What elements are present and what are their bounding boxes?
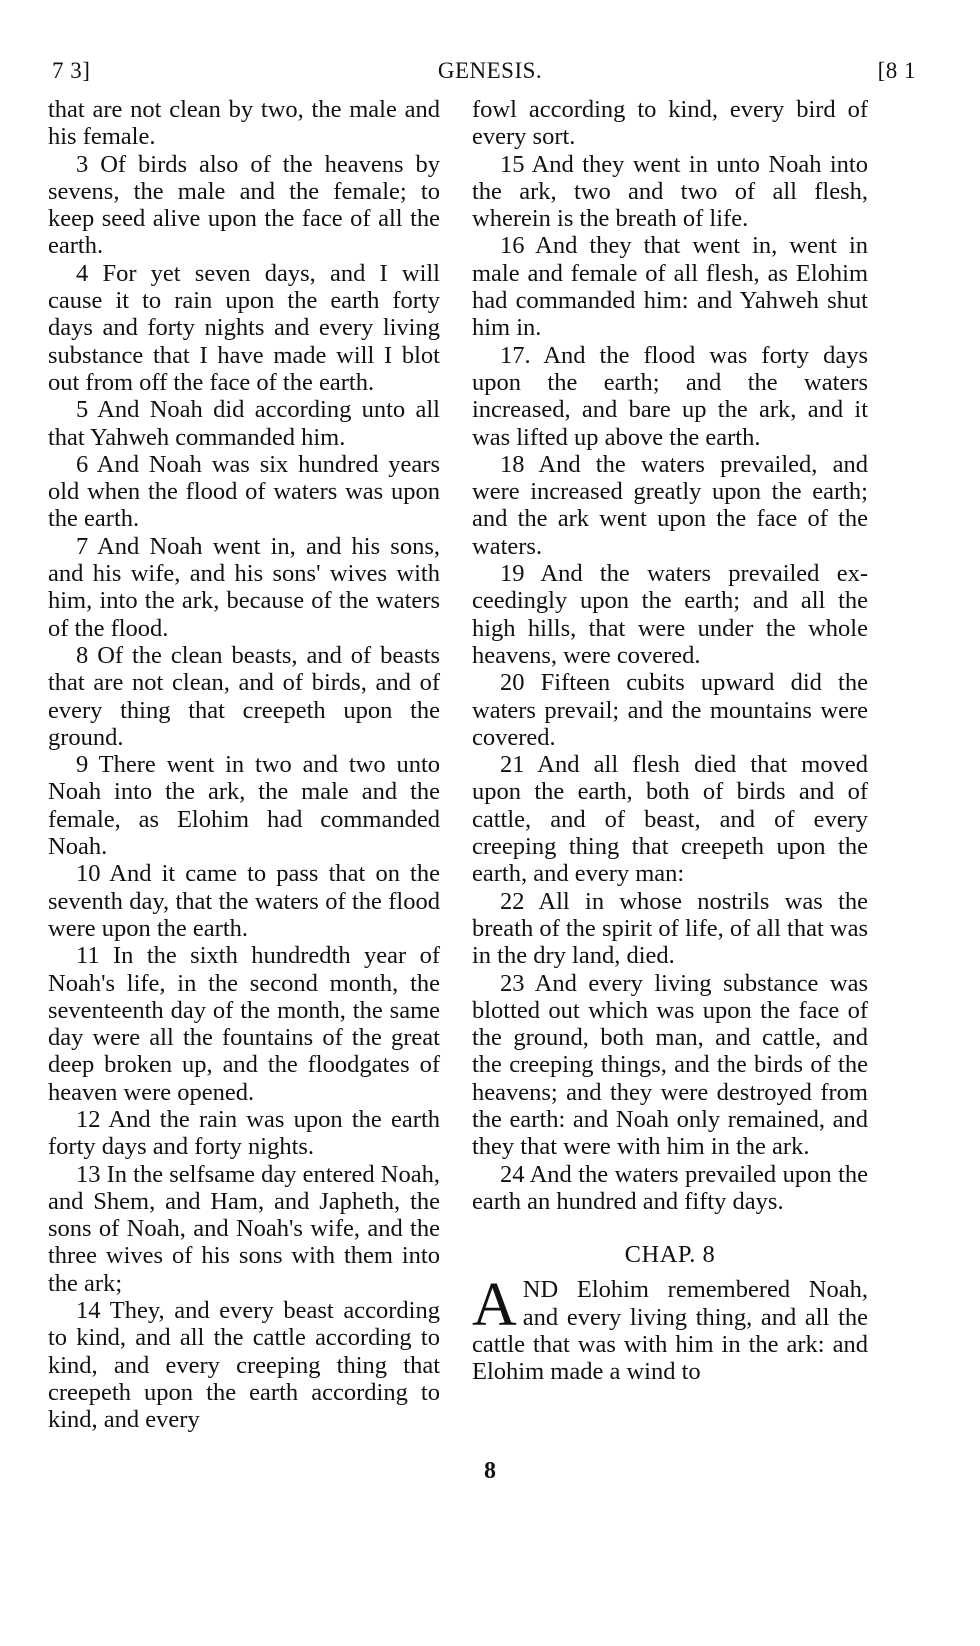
- verse: 16 And they that went in, went in male and female of all flesh, as Elohim had commanded him: and Yahweh shut him in.: [472, 232, 868, 342]
- left-column: [48, 96, 440, 1434]
- verse: 17. And the flood was forty days upon the earth; and the waters increased, and bare up the ark, and it was lifted up above the earth.: [472, 341, 868, 451]
- verse: 13 In the selfsame day entered Noah, and Shem, and Ham, and Japheth, the sons of Noah, and Noah's wife, and the three wives of his sons with them into the ark;: [48, 1160, 440, 1297]
- chapter-opening-text: ND Elohim remembered Noah, and every living thing, and all the cattle that was with him in the ark: and Elohim made a wind to: [472, 1276, 868, 1386]
- verse-continuation: fowl according to kind, every bird of every sort.: [472, 96, 868, 151]
- verse: 24 And the waters prevailed upon the earth an hundred and fifty days.: [472, 1160, 868, 1215]
- verse: 11 In the sixth hundredth year of Noah's life, in the second month, the seventeenth day of the month, the same day were all the fountains of the great deep broken up, and the floodgates of heaven were opened.: [48, 942, 440, 1106]
- verse: 15 And they went in unto Noah into the ark, two and two of all flesh, wherein is the breath of life.: [472, 150, 868, 233]
- page-number: 8: [484, 1458, 496, 1484]
- chapter-opening-paragraph: [472, 1271, 868, 1386]
- verse: 5 And Noah did according unto all that Yahweh commanded him.: [48, 396, 440, 451]
- verse: 9 There went in two and two unto Noah into the ark, the male and the female, as Elohim had commanded Noah.: [48, 751, 440, 861]
- verse-continuation: that are not clean by two, the male and his female.: [48, 96, 440, 151]
- verse: 22 All in whose nostrils was the breath of the spirit of life, of all that was in the dry land, died.: [472, 887, 868, 970]
- verse: 23 And every living substance was blotted out which was upon the face of the ground, both man, and cattle, and the creeping things, and the birds of the heavens; and they were destroyed from the earth: and Noah only remained, and they that were with him in the ark.: [472, 969, 868, 1161]
- verse: 12 And the rain was upon the earth forty days and forty nights.: [48, 1105, 440, 1161]
- verse: 4 For yet seven days, and I will cause it to rain upon the earth forty days and forty nights and every living substance that I have made will I blot out from off the face of the earth.: [48, 259, 440, 396]
- verse: 3 Of birds also of the heavens by sevens, the male and the female; to keep seed alive upon the face of all the earth.: [48, 150, 440, 260]
- running-head-left: 7 3]: [52, 58, 91, 83]
- verse: 14 They, and every beast according to kind, and all the cattle according to kind, and every creeping thing that creepeth upon the earth according to kind, and every: [48, 1297, 440, 1434]
- verse: 21 And all flesh died that moved upon the earth, both of birds and of cattle, and of beast, and of every creeping thing that creepeth upon the earth, and every man:: [472, 751, 868, 888]
- running-head-title: GENESIS.: [437, 58, 543, 83]
- chapter-heading: CHAP. 8: [624, 1241, 716, 1269]
- verse: 10 And it came to pass that on the seventh day, that the waters of the flood were upon the earth.: [48, 860, 440, 942]
- running-head-right: [8 1: [877, 58, 916, 83]
- drop-cap-letter: A: [472, 1271, 517, 1340]
- verse: 18 And the waters prevailed, and were increased greatly upon the earth; and the ark went upon the face of the waters.: [472, 450, 868, 560]
- right-column: [472, 96, 868, 1386]
- verse: 19 And the waters prevailed exceedingly upon the earth; and all the high hills, that were under the whole heavens, were covered.: [472, 560, 868, 669]
- verse: 6 And Noah was six hundred years old when the flood of waters was upon the earth.: [48, 450, 440, 533]
- verse: 20 Fifteen cubits upward did the waters prevail; and the mountains were covered.: [472, 669, 868, 751]
- verse: 8 Of the clean beasts, and of beasts that are not clean, and of birds, and of every thing that creepeth upon the ground.: [48, 641, 440, 751]
- verse: 7 And Noah went in, and his sons, and his wife, and his sons' wives with him, into the ark, because of the waters of the flood.: [48, 532, 440, 642]
